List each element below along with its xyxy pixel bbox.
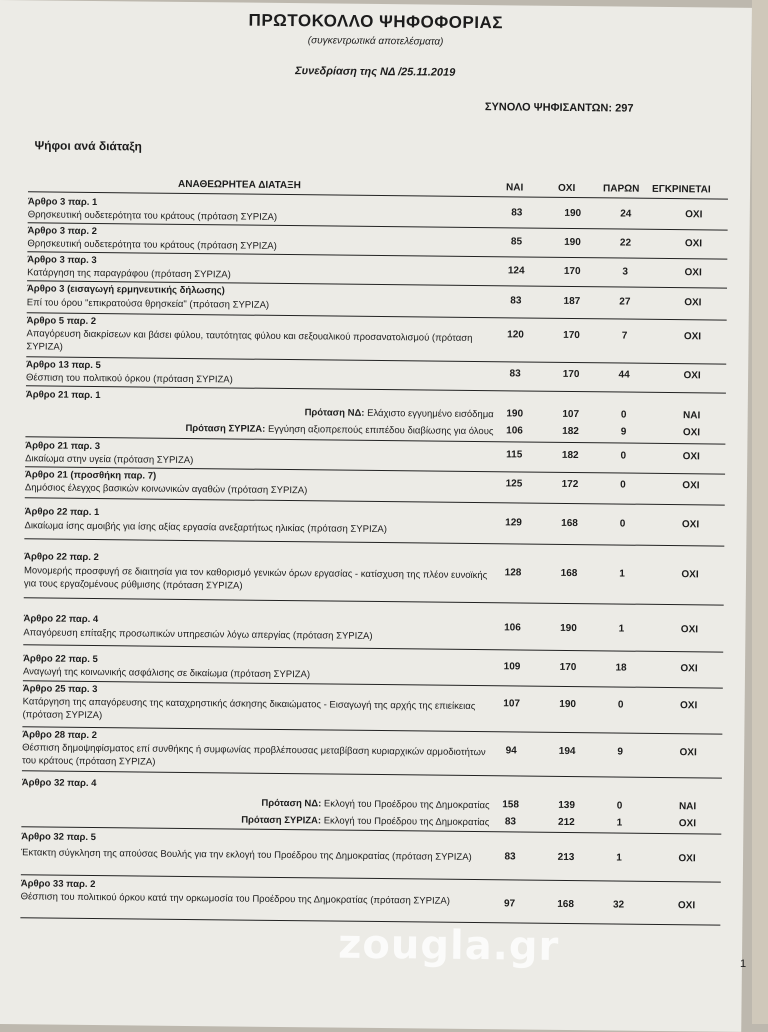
row-description: Δικαίωμα ίσης αμοιβής για ίσης αξίας εργασία ανεξαρτήτως ηλικίας (πρόταση ΣΥΡΙΖΑ) [24, 520, 387, 536]
proposal-text: Εκλογή του Προέδρου της Δημοκρατίας [321, 815, 490, 829]
approved-value: ΟΧΙ [682, 451, 700, 463]
row-heading: Άρθρο 28 παρ. 2 [22, 729, 98, 742]
no-count: 168 [557, 898, 574, 911]
no-count: 170 [563, 265, 581, 278]
present-count: 9 [617, 746, 623, 758]
no-count: 213 [557, 851, 575, 864]
approved-value: ΟΧΙ [677, 900, 696, 912]
table-row [21, 776, 721, 834]
row-heading: Άρθρο 22 παρ. 5 [23, 653, 98, 666]
proposal-text: Εγγύηση αξιοπρεπούς επιπέδου διαβίωσης για όλους [265, 423, 494, 438]
no-count: 139 [558, 799, 575, 812]
table-row [25, 468, 725, 505]
no-count: 168 [561, 517, 578, 530]
col-item: ΑΝΑΘΕΩΡΗΤΕΑ ΔΙΑΤΑΞΗ [178, 178, 301, 192]
row-description: Θέσπιση δημοψηφίσματος επί συνθήκης ή συμφωνίας προβλέπουσας μεταβίβαση κυριαρχικών αρμοδιοτήτων του κράτους (πρόταση ΣΥΡΙΖΑ) [21, 742, 486, 768]
row-heading: Άρθρο 3 παρ. 3 [27, 254, 97, 267]
present-count: 0 [620, 409, 627, 421]
watermark: zougla.gr [337, 921, 560, 970]
row-description: Θέσπιση του πολιτικού όρκου κατά την ορκωμοσία του Προέδρου της Δημοκρατίας (πρόταση ΣΥΡΙΖΑ) [20, 891, 450, 907]
approved-value: ΟΧΙ [683, 370, 701, 382]
row-description: Έκτακτη σύγκληση της απούσας Βουλής για την εκλογή του Προέδρου της Δημοκρατίας (πρόταση ΣΥΡΙΖΑ) [21, 847, 472, 863]
approved-value: ΟΧΙ [684, 297, 702, 309]
proposal-nd [26, 404, 494, 420]
present-count: 44 [618, 369, 630, 381]
row-heading: Άρθρο 32 παρ. 4 [21, 777, 97, 790]
row-heading: Άρθρο 33 παρ. 2 [20, 878, 96, 891]
present-count: 32 [612, 899, 625, 911]
yes-count: 128 [504, 567, 522, 579]
yes-count: 106 [504, 622, 521, 634]
yes-count: 109 [503, 661, 521, 673]
yes-count: 120 [507, 329, 524, 341]
present-count: 0 [616, 800, 623, 812]
approved-value: ΟΧΙ [678, 853, 696, 865]
row-description: Θρησκευτική ουδετερότητα του κράτους (πρόταση ΣΥΡΙΖΑ) [27, 238, 277, 252]
approved-value: ΟΧΙ [680, 663, 698, 675]
no-count: 212 [558, 816, 575, 829]
present-count: 0 [620, 450, 627, 462]
proposal-label: Πρόταση ΣΥΡΙΖΑ: [241, 814, 322, 827]
proposal-syriza [25, 421, 493, 437]
document-subtitle: (συγκεντρωτικά αποτελέσματα) [307, 35, 444, 48]
no-count: 187 [563, 295, 581, 308]
yes-count: 124 [507, 265, 525, 277]
no-count: 182 [562, 425, 579, 438]
approved-value: ΟΧΙ [685, 209, 703, 221]
document-title: ΠΡΩΤΟΚΟΛΛΟ ΨΗΦΟΦΟΡΙΑΣ [248, 10, 504, 33]
present-count: 7 [621, 330, 628, 342]
row-description: Κατάργηση της απαγόρευσης της καταχρηστικής άσκησης δικαιώματος - Εισαγωγή της αρχής της επιείκειας (πρόταση ΣΥΡΙΖΑ) [22, 696, 476, 722]
col-present: ΠΑΡΩΝ [602, 183, 640, 195]
page-number: 1 [740, 958, 747, 970]
no-count: 194 [558, 745, 576, 758]
no-count: 168 [560, 567, 578, 580]
row-heading: Άρθρο 21 (προσθήκη παρ. 7) [24, 469, 157, 482]
no-count: 107 [562, 408, 580, 421]
present-count: 0 [620, 479, 626, 491]
approved-value: ΟΧΙ [681, 519, 700, 531]
present-count: 0 [619, 518, 626, 530]
yes-count: 83 [504, 851, 516, 863]
table-row [24, 550, 724, 605]
row-heading: Άρθρο 3 παρ. 1 [27, 196, 98, 209]
approved-value: ΝΑΙ [678, 801, 697, 813]
row-description: Απαγόρευση διακρίσεων και βάσει φύλου, ταυτότητας φύλου και σεξουαλικού προσανατολισμού (πρόταση ΣΥΡΙΖΑ) [26, 328, 473, 353]
present-count: 0 [617, 699, 624, 711]
yes-count: 158 [502, 799, 520, 811]
yes-count: 106 [506, 425, 523, 437]
row-description: Δημόσιος έλεγχος βασικών κοινωνικών αγαθών (πρόταση ΣΥΡΙΖΑ) [24, 482, 308, 497]
present-count: 22 [619, 237, 632, 249]
no-count: 190 [564, 236, 581, 249]
yes-count: 107 [503, 698, 521, 710]
present-count: 9 [620, 426, 627, 438]
approved-value: ΝΑΙ [683, 410, 701, 422]
no-count: 170 [563, 329, 580, 342]
no-count: 190 [564, 207, 582, 220]
proposal-label: Πρόταση ΣΥΡΙΖΑ: [185, 422, 266, 435]
proposal-syriza [21, 812, 489, 828]
row-description: Θρησκευτική ουδετερότητα του κράτους (πρόταση ΣΥΡΙΖΑ) [27, 209, 278, 223]
proposal-nd [22, 795, 490, 811]
proposal-label: Πρόταση ΝΔ: [261, 797, 322, 810]
proposal-text: Εκλογή του Προέδρου της Δημοκρατίας [321, 798, 490, 812]
no-count: 190 [559, 698, 577, 711]
yes-count: 129 [505, 517, 522, 529]
approved-value: ΟΧΙ [679, 747, 697, 759]
row-heading: Άρθρο 5 παρ. 2 [26, 315, 97, 328]
present-count: 1 [616, 817, 623, 829]
present-count: 27 [619, 296, 631, 308]
approved-value: ΟΧΙ [680, 624, 699, 636]
session-date: Συνεδρίαση της ΝΔ /25.11.2019 [295, 65, 456, 79]
row-description: Επί του όρου "επικρατούσα θρησκεία" (πρόταση ΣΥΡΙΖΑ) [26, 297, 270, 311]
row-heading: Άρθρο 22 παρ. 1 [24, 506, 100, 519]
row-description: Θέσπιση του πολιτικού όρκου (πρόταση ΣΥΡΙΖΑ) [25, 372, 233, 386]
table-row [25, 388, 725, 444]
row-heading: Άρθρο 13 παρ. 5 [26, 359, 101, 372]
table-row [26, 358, 726, 393]
yes-count: 83 [504, 816, 517, 828]
present-count: 1 [619, 568, 625, 580]
yes-count: 85 [510, 236, 523, 248]
table-row [23, 612, 723, 652]
approved-value: ΟΧΙ [679, 700, 698, 712]
table-row [22, 682, 722, 734]
section-heading: Ψήφοι ανά διάταξη [34, 138, 143, 154]
table-row [24, 505, 724, 546]
yes-count: 83 [510, 295, 522, 307]
table-row [26, 314, 726, 364]
row-heading: Άρθρο 22 παρ. 2 [24, 551, 99, 564]
approved-value: ΟΧΙ [684, 267, 702, 279]
no-count: 170 [559, 661, 577, 674]
table-row [22, 728, 722, 778]
no-count: 170 [562, 368, 580, 381]
approved-value: ΟΧΙ [684, 238, 703, 250]
row-description: Αναγωγή της κοινωνικής ασφάλισης σε δικαίωμα (πρόταση ΣΥΡΙΖΑ) [22, 666, 311, 681]
yes-count: 83 [511, 207, 523, 219]
row-heading: Άρθρο 22 παρ. 4 [23, 613, 99, 626]
col-yes: ΝΑΙ [506, 182, 524, 194]
row-heading: Άρθρο 32 παρ. 5 [21, 831, 96, 844]
proposal-label: Πρόταση ΝΔ: [304, 407, 365, 419]
col-approved: ΕΓΚΡΙΝΕΤΑΙ [651, 183, 711, 196]
row-heading: Άρθρο 3 παρ. 2 [27, 225, 98, 238]
approved-value: ΟΧΙ [681, 569, 699, 581]
proposal-text: Ελάχιστο εγγυημένο εισόδημα [364, 407, 494, 421]
approved-value: ΟΧΙ [683, 331, 702, 343]
row-description: Δικαίωμα στην υγεία (πρόταση ΣΥΡΙΖΑ) [25, 453, 194, 467]
present-count: 24 [620, 208, 632, 220]
present-count: 3 [622, 266, 629, 278]
approved-value: ΟΧΙ [678, 818, 697, 830]
yes-count: 97 [503, 898, 516, 910]
row-description: Απαγόρευση επίταξης προσωπικών υπηρεσιών λόγω απεργίας (πρόταση ΣΥΡΙΖΑ) [23, 627, 373, 642]
yes-count: 125 [505, 478, 523, 490]
page-edge [752, 0, 768, 1024]
total-voters: ΣΥΝΟΛΟ ΨΗΦΙΣΑΝΤΩΝ: 297 [484, 101, 634, 115]
no-count: 172 [561, 478, 579, 491]
present-count: 1 [618, 623, 625, 635]
row-heading: Άρθρο 3 (εισαγωγή ερμηνευτικής δήλωσης) [26, 283, 225, 297]
approved-value: ΟΧΙ [682, 480, 700, 492]
row-heading: Άρθρο 21 παρ. 1 [25, 389, 101, 402]
table-row [20, 877, 720, 925]
row-description: Μονομερής προσφυγή σε διαιτησία για τον καθορισμό γενικών όρων εργασίας - κατίσχυση της πλέον ευνοϊκής για τους εργαζομένους ρύθμισης (πρόταση ΣΥΡΙΖΑ) [23, 565, 488, 592]
present-count: 1 [616, 852, 622, 864]
col-no: ΟΧΙ [558, 182, 576, 195]
table-row [21, 830, 721, 882]
row-heading: Άρθρο 21 παρ. 3 [25, 440, 101, 453]
yes-count: 115 [506, 449, 523, 461]
no-count: 190 [560, 622, 577, 635]
row-description: Κατάργηση της παραγράφου (πρόταση ΣΥΡΙΖΑ) [27, 267, 231, 281]
no-count: 182 [561, 449, 579, 462]
row-heading: Άρθρο 25 παρ. 3 [22, 683, 98, 696]
yes-count: 190 [506, 408, 524, 420]
yes-count: 83 [509, 368, 521, 380]
present-count: 18 [615, 662, 627, 674]
approved-value: ΟΧΙ [682, 427, 701, 439]
yes-count: 94 [505, 745, 517, 757]
